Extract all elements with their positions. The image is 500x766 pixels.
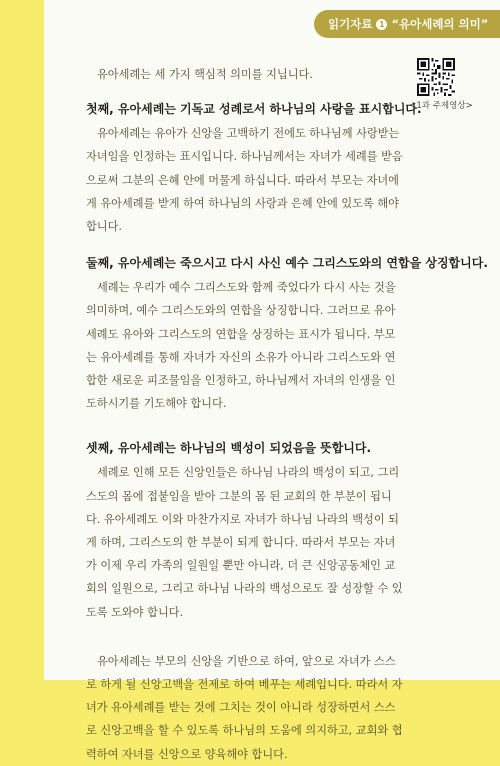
header-title: “유아세례의 의미” (391, 17, 489, 31)
header-number-badge: 1 (376, 19, 387, 30)
section-1-heading: 첫째, 유아세례는 기독교 성례로서 하나님의 사랑을 표시합니다. (86, 102, 422, 117)
closing-paragraph: 유아세례는 부모의 신앙을 기반으로 하여, 앞으로 자녀가 스스로 하게 될 신앙고백을 전제로 하여 베푸는 세례입니다. 따라서 자녀가 유아세례를 받는 것에 그치는 것이 아니라 성장하면서 스스로 신앙고백을 할 수 있도록 하나님의 도움에 의지하고, 교회와 협력하여 자녀를 신앙으로 양육해야 합니다. (86, 654, 403, 761)
section-3-body: 세례로 인해 모든 신앙인들은 하나님 나라의 백성이 되고, 그리스도의 몸에 접붙임을 받아 그분의 몸 된 교회의 한 부분이 됩니다. 유아세례도 이와 마찬가지로 자녀가 하나님 나라의 백성이 되게 하며, 그리스도의 한 부분이 되게 합니다. 따라서 부모는 자녀가 이제 우리 가족의 일원일 뿐만 아니라, 더 큰 신앙공동체인 교회의 일원으로, 그리고 하나님 나라의 백성으로도 잘 성장할 수 있도록 도와야 합니다. (86, 466, 403, 619)
qr-caption: <1과 주제영상> (409, 101, 473, 111)
header-section-label: 읽기자료 (328, 17, 373, 31)
reading-material-tab (314, 10, 500, 38)
intro-paragraph: 유아세례는 세 가지 핵심적 의미를 지닙니다. (97, 68, 313, 81)
section-2-heading: 둘째, 유아세례는 죽으시고 다시 사신 예수 그리스도와의 연합을 상징합니다. (86, 256, 488, 271)
section-2-body: 세례는 우리가 예수 그리스도와 함께 죽었다가 다시 사는 것을 의미하며, 예수 그리스도와의 연합을 상징합니다. 그러므로 유아세례도 유아와 그리스도의 연합을 상징하는 표시가 됩니다. 부모는 유아세례를 통해 자녀가 자신의 소유가 아니라 그리스도와 연합한 새로운 피조물임을 인정하고, 하나님께서 자녀의 인생을 인도하시기를 기도해야 합니다. (86, 281, 396, 411)
qr-code-icon[interactable] (417, 58, 455, 96)
document-page (44, 0, 500, 761)
section-3-heading: 셋째, 유아세례는 하나님의 백성이 되었음을 뜻합니다. (86, 441, 372, 456)
section-1-body: 유아세례는 유아가 신앙을 고백하기 전에도 하나님께 사랑받는 자녀임을 인정하는 표시입니다. 하나님께서는 자녀가 세례를 받음으로써 그분의 은혜 안에 머물게 하십니다. 따라서 부모는 자녀에게 유아세례를 받게 하여 하나님의 사랑과 은혜 안에 있도록 해야 합니다. (86, 127, 403, 234)
